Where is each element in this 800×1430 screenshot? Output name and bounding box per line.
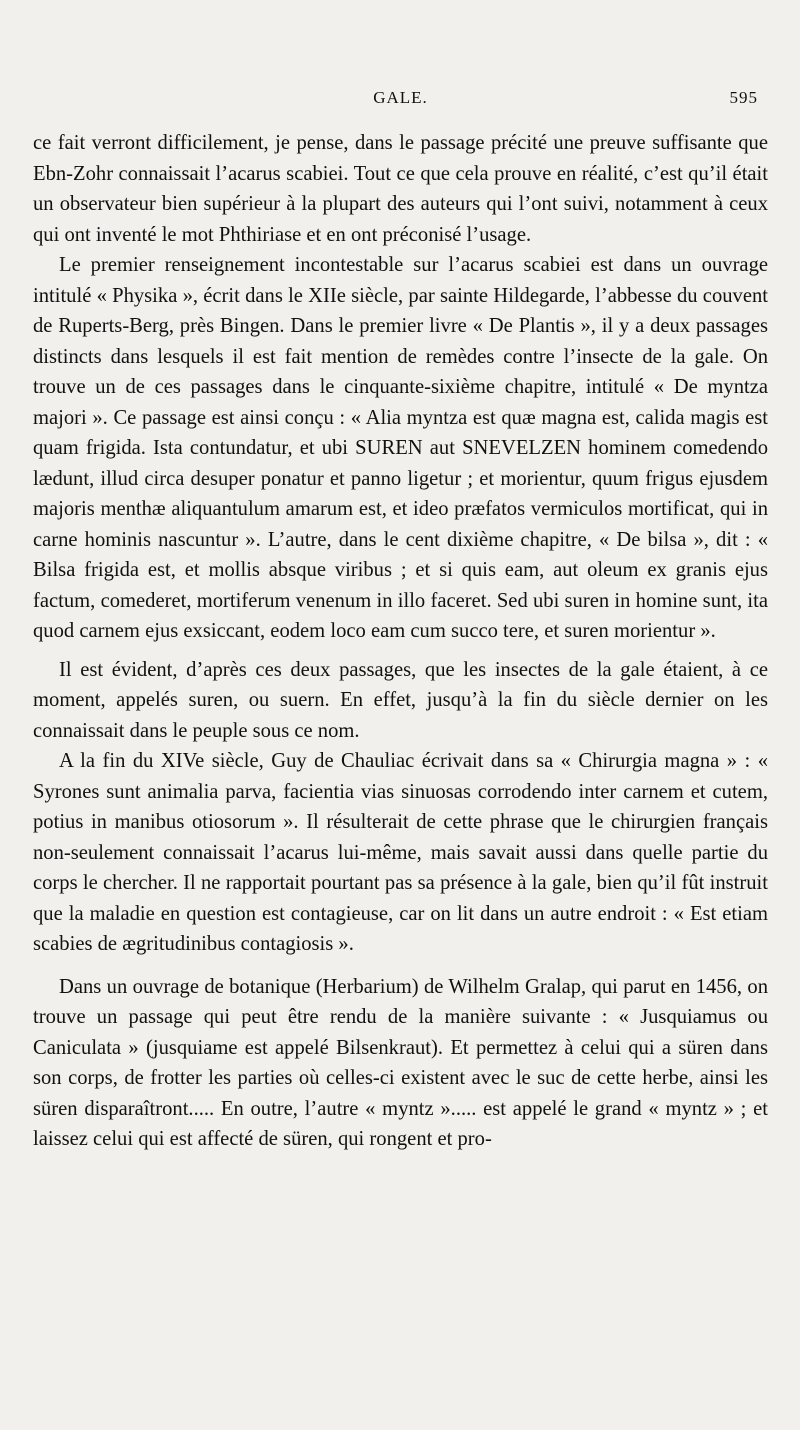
- paragraph-continuation: ce fait verront difficilement, je pense, dans le passage précité une preuve suffisante que Ebn-Zohr connaissait l’acarus scabiei. Tout ce que cela prouve en réalité, c’est qu’il était un observateur bien supérieur à la plupart des auteurs qui l’ont suivi, notamment à ceux qui ont inventé le mot Phthiriase et en ont préconisé l’usage.: [33, 132, 768, 246]
- paragraph-suren: Il est évident, d’après ces deux passages, que les insectes de la gale étaient, à ce moment, appelés suren, ou suern. En effet, jusqu’à la fin du siècle dernier on les connaissait dans le peuple sous ce nom.: [33, 658, 768, 742]
- paragraph-gralap: Dans un ouvrage de botanique (Herbarium) de Wilhelm Gralap, qui parut en 1456, on trouve un passage qui peut être rendu de la manière suivante : « Jusquiamus ou Caniculata » (jusquiame est appelé Bilsenkraut). Et permettez à celui qui a süren dans son corps, de frotter les parties où celles-ci existent avec le suc de cette herbe, ainsi les süren disparaîtront..... En outre, l’autre « myntz »..... est appelé le grand « myntz » ; et laissez celui qui est affecté de süren, qui rongent et pro-: [33, 975, 768, 1150]
- page-number: 595: [729, 88, 758, 107]
- body-text: [33, 128, 768, 1155]
- running-title: GALE.: [373, 88, 428, 107]
- running-head: [33, 88, 768, 128]
- paragraph-hildegarde: Le premier renseignement incontestable sur l’acarus scabiei est dans un ouvrage intitulé « Physika », écrit dans le XIIe siècle, par sainte Hildegarde, l’abbesse du couvent de Ruperts-Berg, près Bingen. Dans le premier livre « De Plantis », il y a deux passages distincts dans lesquels il est fait mention de remèdes contre l’insecte de la gale. On trouve un de ces passages dans le cinquante-sixième chapitre, intitulé « De myntza majori ». Ce passage est ainsi conçu : « Alia myntza est quæ magna est, calida magis est quam frigida. Ista contundatur, et ubi SUREN aut SNEVELZEN hominem comedendo lædunt, illud circa desuper ponatur et panno ligetur ; et morientur, quum frigus ejusdem majoris menthæ aliquantulum amarum est, et ideo præfatos vermiculos mortificat, qui in carne hominis nascuntur ». L’autre, dans le cent dixième chapitre, « De bilsa », dit : « Bilsa frigida est, et mollis absque viribus ; et si quis eam, aut oleum ex granis ejus factum, comederet, mortiferum venenum in illo faceret. Sed ubi suren in homine sunt, ita quod carnem ejus exsiccant, eodem loco eam cum succo tere, et suren morientur ».: [33, 254, 768, 642]
- paragraph-chauliac: A la fin du XIVe siècle, Guy de Chauliac écrivait dans sa « Chirurgia magna » : « Syrones sunt animalia parva, facientia vias sinuosas corrodendo inter carnem et cutem, potius in manibus otiosorum ». Il résulterait de cette phrase que le chirurgien français non-seulement connaissait l’acarus lui-même, mais savait aussi dans quelle partie du corps le chercher. Il ne rapportait pourtant pas sa présence à la gale, bien qu’il fût instruit que la maladie en question est contagieuse, car on lit dans un autre endroit : « Est etiam scabies de ægritudinibus contagiosis ».: [33, 750, 768, 955]
